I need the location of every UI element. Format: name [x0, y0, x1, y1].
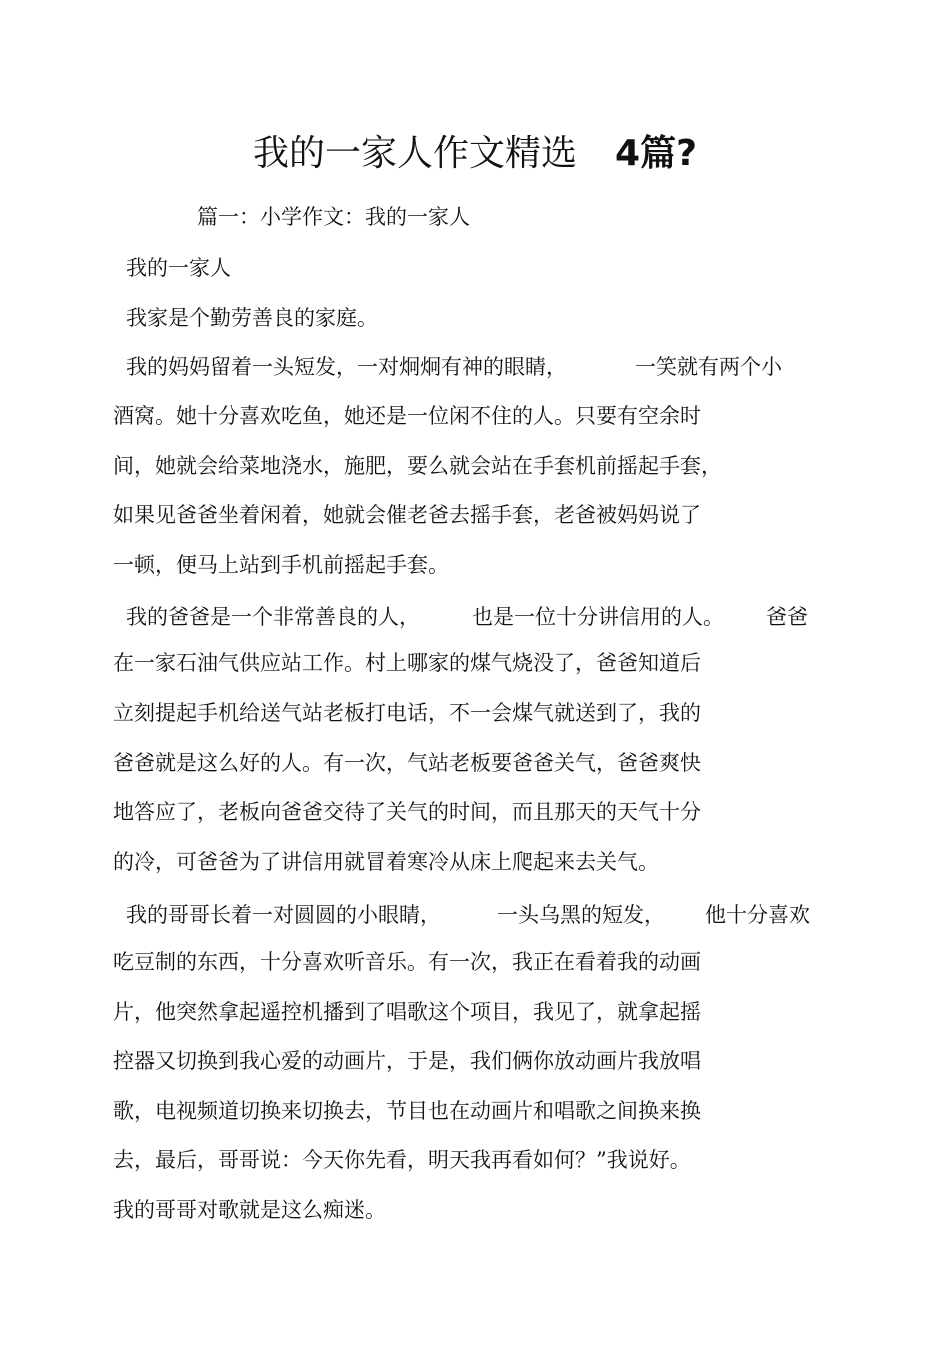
- paragraph-brother-line: 控器又切换到我心爱的动画片，于是，我们俩你放动画片我放唱: [113, 1049, 701, 1073]
- title-main: 我的一家人作文精选: [253, 133, 578, 174]
- paragraph-brother-line: 片，他突然拿起遥控机播到了唱歌这个项目，我见了，就拿起摇: [113, 1000, 701, 1024]
- paragraph-mother-line: 酒窝。她十分喜欢吃鱼，她还是一位闲不住的人。只要有空余时: [113, 404, 701, 428]
- paragraph-brother-line: 歌，电视频道切换来切换去，节目也在动画片和唱歌之间换来换: [113, 1099, 701, 1123]
- text-segment: 也是一位十分讲信用的人。: [472, 605, 724, 629]
- paragraph-mother-line: 间，她就会给菜地浇水，施肥，要么就会站在手套机前摇起手套，: [113, 454, 722, 478]
- text-segment: 一笑就有两个小: [635, 355, 782, 379]
- paragraph-intro: 我家是个勤劳善良的家庭。: [126, 306, 378, 330]
- text-segment: 我的哥哥长着一对圆圆的小眼睛，: [126, 903, 441, 927]
- paragraph-father-line: 立刻提起手机给送气站老板打电话，不一会煤气就送到了，我的: [113, 701, 701, 725]
- text-segment: 他十分喜欢: [705, 903, 810, 927]
- paragraph-father-line: 地答应了，老板向爸爸交待了关气的时间，而且那天的天气十分: [113, 800, 701, 824]
- paragraph-father-line: 爸爸就是这么好的人。有一次，气站老板要爸爸关气，爸爸爽快: [113, 751, 701, 775]
- paragraph-father-line: [126, 600, 808, 634]
- paragraph-brother-line: [126, 898, 810, 932]
- paragraph-mother-line: [126, 350, 782, 384]
- title-number: 4: [615, 133, 641, 174]
- paragraph-brother-line: 去，最后，哥哥说：今天你先看，明天我再看如何？”我说好。: [113, 1148, 691, 1172]
- document-title: [0, 128, 950, 180]
- title-tail: 篇?: [640, 133, 697, 174]
- article-heading: 我的一家人: [126, 256, 231, 280]
- paragraph-brother-line: 我的哥哥对歌就是这么痴迷。: [113, 1198, 386, 1222]
- paragraph-brother-line: 吃豆制的东西，十分喜欢听音乐。有一次，我正在看着我的动画: [113, 950, 701, 974]
- text-segment: 一头乌黑的短发，: [497, 903, 665, 927]
- paragraph-mother-line: 一顿，便马上站到手机前摇起手套。: [113, 553, 449, 577]
- text-segment: 我的妈妈留着一头短发，一对炯炯有神的眼睛，: [126, 355, 567, 379]
- paragraph-mother-line: 如果见爸爸坐着闲着，她就会催老爸去摇手套，老爸被妈妈说了: [113, 503, 701, 527]
- paragraph-father-line: 的冷，可爸爸为了讲信用就冒着寒冷从床上爬起来去关气。: [113, 850, 659, 874]
- paragraph-father-line: 在一家石油气供应站工作。村上哪家的煤气烧没了，爸爸知道后: [113, 651, 701, 675]
- text-segment: 我的爸爸是一个非常善良的人，: [126, 605, 420, 629]
- article-subtitle: 篇一：小学作文：我的一家人: [197, 205, 470, 229]
- text-segment: 爸爸: [766, 605, 808, 629]
